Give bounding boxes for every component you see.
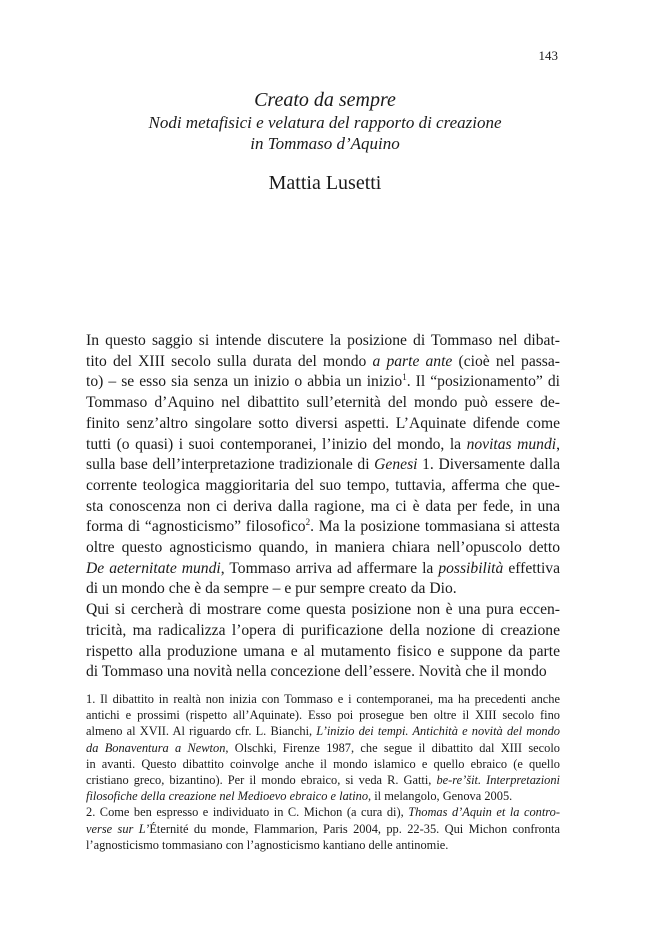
footnote-2 (86, 804, 560, 853)
text-line: da Bonaventura a Newton, Olschki, Firenze 1987, che segue il dibattito dal XIII secolo (86, 740, 560, 755)
footnotes (86, 691, 560, 853)
text-line: cristiano greco, bizantino). Per il mondo ebraico, si veda R. Gatti, be-re’šit. Interpretazioni (86, 773, 560, 788)
text-line: in avanti. Questo dibattito coinvolge anche il mondo islamico e quello ebraico (e quello (86, 756, 560, 771)
paragraph-2 (86, 600, 560, 683)
text-line: antichi e prossimi (rispetto all’Aquinate). Esso poi prosegue ben oltre il XIII secolo fino (86, 708, 560, 723)
text-line: rispetto alla produzione umana e al mutamento fisico e suppone da parte (86, 642, 560, 660)
text-line: Qui si cercherà di mostrare come questa posizione non è una pura eccen- (86, 601, 560, 619)
text-line: sulla base dell’interpretazione tradizionale di Genesi 1. Diversamente dalla (86, 456, 560, 474)
article-title: Creato da sempre (254, 89, 396, 111)
text-line: corrente teologica maggioritaria del suo tempo, tuttavia, afferma che que- (86, 476, 560, 494)
text-line: filosofiche della creazione nel Medioevo ebraico e latino, il melangolo, Genova 2005. (86, 789, 513, 804)
article-heading (0, 88, 650, 195)
footnote-marker: 2 (305, 517, 311, 528)
text-line: oltre questo agnosticismo quando, in maniera chiara nell’opuscolo detto (86, 539, 560, 557)
text-line: Tommaso d’Aquino nel dibattito sull’eternità del mondo può essere de- (86, 394, 560, 412)
article-subtitle-line-1: Nodi metafisici e velatura del rapporto di creazione (148, 113, 502, 132)
text-line: to) – se esso sia senza un inizio o abbia un inizio$^1$. Il “posizionamento” di (86, 372, 560, 391)
text-line: di Tommaso una novità nella concezione dell’essere. Novità che il mondo (86, 663, 547, 681)
text-line: In questo saggio si intende discutere la posizione di Tommaso nel dibat- (86, 332, 560, 349)
paragraph-1 (86, 331, 560, 600)
text-line: di un mondo che è da sempre – e pur sempre creato da Dio. (86, 580, 457, 598)
text-line: finito senz’altro singolare sotto diversi aspetti. L’Aquinate difende come (86, 414, 560, 432)
text-line: 1. Il dibattito in realtà non inizia con Tommaso e i contemporanei, ma ha precedenti anche (86, 692, 560, 706)
article-subtitle-line-2: in Tommaso d’Aquino (250, 134, 400, 153)
body-text (86, 331, 560, 683)
text-line: De aeternitate mundi, Tommaso arriva ad affermare la possibilità effettiva (86, 559, 560, 577)
author-name: Mattia Lusetti (268, 172, 382, 194)
text-line: tito del XIII secolo sulla durata del mondo a parte ante (cioè nel passa- (86, 352, 560, 370)
text-line: sta conoscenza non ci deriva dalla ragione, ma ci è data per fede, in una (86, 497, 560, 515)
text-line: almeno al XVII. Al riguardo cfr. L. Bianchi, L’inizio dei tempi. Antichità e novità del mondo (86, 724, 560, 739)
footnote-marker: 1 (402, 372, 407, 383)
text-line: l’agnosticismo tommasiano con l’agnosticismo kantiano delle antinomie. (86, 837, 449, 852)
text-line: forma di “agnosticismo” filosofico$^2$. Ma la posizione tommasiana si attesta (86, 517, 560, 536)
text-line: tutti (o quasi) i suoi contemporanei, l’inizio del mondo, la novitas mundi, (86, 435, 560, 453)
page-number: 143 (538, 48, 558, 63)
text-line: 2. Come ben espresso e individuato in C. Michon (a cura di), Thomas d’Aquin et la contro- (86, 805, 560, 820)
footnote-1 (86, 691, 560, 804)
text-line: verse sur L’Éternité du monde, Flammarion, Paris 2004, pp. 22-35. Qui Michon confronta (86, 821, 560, 836)
text-line: tricità, ma radicalizza l’opera di purificazione della nozione di creazione (86, 621, 560, 639)
